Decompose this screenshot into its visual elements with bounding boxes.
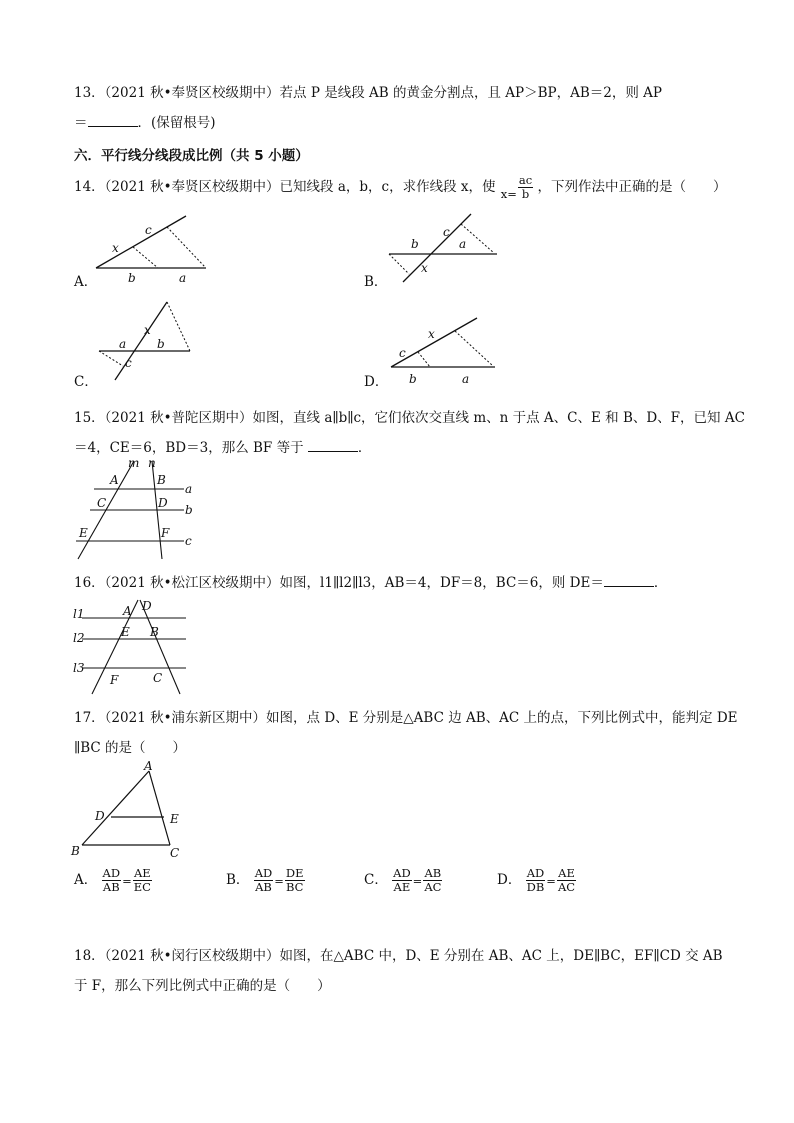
q17-option-a-label: A．	[74, 872, 98, 888]
q16-prefix: 16．（2021 秋•松江区校级期中）如图，l1∥l2∥l3，AB＝4，DF＝8，BC＝6，则 DE＝	[74, 575, 604, 591]
q16-suffix: ．	[653, 575, 668, 591]
q14-b-label-x: x	[421, 261, 428, 275]
q14-formula-denominator: b	[521, 187, 530, 201]
q14-text-before: 14．（2021 秋•奉贤区校级期中）已知线段 a，b，c，求作线段 x，使	[74, 179, 496, 195]
q14-figure-d	[385, 314, 500, 386]
q17-option-c-den-left: AE	[393, 880, 411, 894]
q14-d-label-x: x	[428, 327, 435, 341]
q17-option-d-num-right: AE	[558, 866, 575, 880]
q14-a-label-b: b	[128, 271, 136, 285]
q17-option-b-den-left: AB	[255, 880, 272, 894]
q17-label-D: D	[95, 809, 105, 823]
q14-figure-b	[385, 212, 505, 287]
q16-label-A: A	[123, 604, 132, 618]
q13-answer-blank	[88, 114, 138, 127]
q15-label-c: c	[185, 534, 192, 548]
q15-label-F: F	[161, 526, 170, 540]
q17-option-d-frac-left	[526, 867, 546, 894]
q16-label-F: F	[110, 673, 119, 687]
q14-formula-numerator: ac	[518, 173, 533, 187]
q14-formula-lhs: x=	[500, 186, 517, 201]
q14-c-label-a: a	[119, 337, 127, 351]
q17-option-a-num-right: AE	[133, 866, 151, 880]
q15-answer-blank	[308, 439, 358, 452]
q14-a-label-c: c	[145, 223, 152, 237]
q14-formula-fraction	[518, 174, 533, 201]
q17-figure	[70, 757, 185, 861]
q17-option-c-frac-left	[392, 867, 412, 894]
q13-line-2-suffix: ．(保留根号)	[137, 115, 216, 131]
q14-a-label-a: a	[179, 271, 187, 285]
q17-option-b-label: B．	[226, 872, 250, 888]
q17-option-c-label: C．	[364, 872, 388, 888]
q13-line-1: 13．（2021 秋•奉贤区校级期中）若点 P 是线段 AB 的黄金分割点，且 AP＞BP，AB＝2，则 AP	[74, 85, 662, 101]
q14-option-a-label: A．	[74, 274, 98, 290]
q14-b-label-a: a	[459, 237, 467, 251]
q17-option-d	[497, 867, 576, 894]
q14-option-c-label: C．	[74, 374, 98, 390]
q15-line-2	[74, 436, 371, 456]
q16-label-C: C	[153, 671, 163, 685]
q17-option-a-frac-left	[102, 867, 122, 894]
q17-option-a-num-left: AD	[102, 866, 121, 880]
q17-option-c	[364, 867, 442, 894]
q17-option-d-den-left: DB	[526, 880, 545, 894]
q14-text-after: ，下列作法中正确的是（ ）	[537, 179, 727, 195]
q17-option-b-num-left: AD	[254, 866, 273, 880]
q17-option-b-den-right: BC	[285, 880, 304, 894]
q17-option-d-num-left: AD	[526, 866, 545, 880]
q17-option-c-num-right: AB	[424, 866, 442, 880]
q15-label-b: b	[185, 503, 193, 517]
q14-a-label-x: x	[112, 241, 119, 255]
q16-label-l3: l3	[73, 661, 85, 675]
q15-figure	[72, 455, 197, 563]
q17-line-2: ∥BC 的是（ ）	[74, 740, 187, 756]
q17-option-b-frac-left	[254, 867, 274, 894]
q16-label-E: E	[121, 625, 130, 639]
q15-label-A: A	[110, 473, 119, 487]
q14-c-label-c: c	[125, 356, 132, 370]
q15-label-m: m	[128, 456, 140, 470]
q17-option-b-equals: =	[274, 873, 284, 888]
q17-option-a-den-right: EC	[133, 880, 151, 894]
q15-label-B: B	[157, 473, 166, 487]
q17-option-a-frac-right	[133, 867, 152, 894]
q17-line-1: 17．（2021 秋•浦东新区期中）如图，点 D、E 分别是△ABC 边 AB、AC 上的点，下列比例式中，能判定 DE	[74, 710, 738, 726]
q17-option-d-frac-right	[557, 867, 576, 894]
q16-line	[74, 571, 667, 591]
q16-answer-blank	[604, 574, 654, 587]
q15-label-E: E	[79, 526, 88, 540]
q17-label-C: C	[170, 846, 180, 860]
q17-option-c-num-left: AD	[393, 866, 411, 880]
q15-label-D: D	[158, 496, 168, 510]
q15-line-1: 15．（2021 秋•普陀区期中）如图，直线 a∥b∥c，它们依次交直线 m、n 于点 A、C、E 和 B、D、F，已知 AC	[74, 410, 745, 426]
q17-option-b-num-right: DE	[285, 866, 304, 880]
q17-option-d-label: D．	[497, 872, 522, 888]
q17-label-E: E	[170, 812, 179, 826]
q14-figure-a	[90, 212, 215, 286]
q14-c-label-b: b	[157, 337, 165, 351]
q17-label-A: A	[144, 759, 153, 773]
q16-label-l2: l2	[73, 631, 85, 645]
q13-line-2-prefix: ＝	[74, 115, 88, 131]
section-6-title: 六．平行线分线段成比例（共 5 小题）	[74, 148, 309, 164]
q17-option-b-frac-right	[285, 867, 305, 894]
q17-option-a	[74, 867, 152, 894]
q14-line	[74, 174, 727, 201]
q17-option-c-frac-right	[423, 867, 442, 894]
q14-c-label-x: x	[144, 323, 151, 337]
q17-option-d-den-right: AC	[557, 880, 576, 894]
q16-label-l1: l1	[73, 607, 85, 621]
q14-d-label-a: a	[462, 372, 470, 386]
q15-label-n: n	[148, 456, 156, 470]
q17-option-d-equals: =	[546, 873, 556, 888]
q15-label-C: C	[97, 496, 107, 510]
q14-d-label-c: c	[399, 346, 406, 360]
q16-label-D: D	[142, 599, 152, 613]
q17-option-c-equals: =	[412, 873, 423, 888]
q14-option-d-label: D．	[364, 374, 389, 390]
q18-line-2: 于 F，那么下列比例式中正确的是（ ）	[74, 978, 331, 994]
q17-option-b	[226, 867, 305, 894]
q17-option-c-den-right: AC	[424, 880, 442, 894]
q16-label-B: B	[150, 625, 159, 639]
q14-option-b-label: B．	[364, 274, 388, 290]
q14-b-label-c: c	[443, 225, 450, 239]
q17-label-B: B	[71, 844, 80, 858]
q16-figure	[70, 596, 195, 698]
q14-d-label-b: b	[409, 372, 417, 386]
q15-line-2-suffix: ．	[357, 440, 372, 456]
q13-line-2	[74, 111, 216, 131]
q17-option-a-equals: =	[122, 873, 132, 888]
q18-line-1: 18．（2021 秋•闵行区校级期中）如图，在△ABC 中，D、E 分别在 AB、AC 上，DE∥BC，EF∥CD 交 AB	[74, 948, 723, 964]
q14-b-label-b: b	[411, 237, 419, 251]
q15-line-2-prefix: ＝4，CE＝6，BD＝3，那么 BF 等于	[74, 440, 304, 456]
q17-option-a-den-left: AB	[102, 880, 120, 894]
q15-label-a: a	[185, 482, 193, 496]
q14-figure-c	[95, 298, 200, 383]
